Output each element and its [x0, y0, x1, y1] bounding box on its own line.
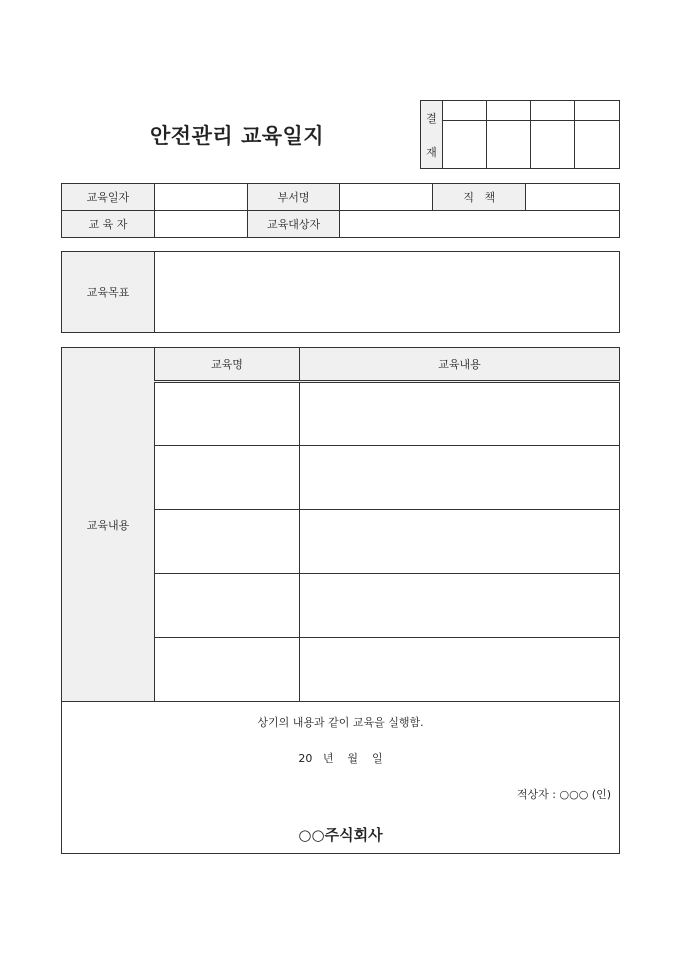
approval-sign-3[interactable]: [531, 121, 575, 169]
row-5-name-field[interactable]: [155, 638, 300, 702]
goal-label: 교육목표: [62, 252, 155, 333]
educator-field[interactable]: [154, 211, 247, 238]
date-field[interactable]: [154, 184, 247, 211]
position-label: 직 책: [433, 184, 526, 211]
info-table: [61, 183, 620, 238]
approval-title-2[interactable]: [487, 101, 531, 121]
educator-label: 교 육 자: [62, 211, 155, 238]
approval-title-4[interactable]: [575, 101, 620, 121]
position-field[interactable]: [526, 184, 620, 211]
approval-sign-4[interactable]: [575, 121, 620, 169]
approval-title-3[interactable]: [531, 101, 575, 121]
col-header-content: 교육내용: [300, 348, 620, 382]
document-title: 안전관리 교육일지: [150, 124, 325, 148]
date-label: 교육일자: [62, 184, 155, 211]
row-3-content-field[interactable]: [300, 510, 620, 574]
content-side-label: 교육내용: [62, 348, 155, 702]
approval-sign-1[interactable]: [443, 121, 487, 169]
approval-box: [420, 100, 620, 169]
approval-title-1[interactable]: [443, 101, 487, 121]
target-label: 교육대상자: [247, 211, 340, 238]
goal-field[interactable]: [155, 252, 620, 333]
dept-field[interactable]: [340, 184, 433, 211]
content-table: [61, 347, 620, 854]
row-1-name-field[interactable]: [155, 382, 300, 446]
approval-label-top: 결: [426, 111, 437, 125]
row-2-name-field[interactable]: [155, 446, 300, 510]
row-5-content-field[interactable]: [300, 638, 620, 702]
footer-writer: 적상자 : ○○○ (인): [516, 788, 611, 801]
col-header-name: 교육명: [155, 348, 300, 382]
company-name: ○○주식회사: [298, 826, 383, 844]
footer-section: [62, 702, 620, 854]
footer-statement: 상기의 내용과 같이 교육을 실행함.: [257, 716, 424, 729]
row-1-content-field[interactable]: [300, 382, 620, 446]
approval-label-bottom: 재: [426, 145, 437, 159]
footer-date-line: 20 년 월 일: [298, 752, 383, 765]
goal-table: [61, 251, 620, 333]
target-field[interactable]: [340, 211, 620, 238]
dept-label: 부서명: [247, 184, 340, 211]
row-4-content-field[interactable]: [300, 574, 620, 638]
row-4-name-field[interactable]: [155, 574, 300, 638]
row-3-name-field[interactable]: [155, 510, 300, 574]
row-2-content-field[interactable]: [300, 446, 620, 510]
approval-sign-2[interactable]: [487, 121, 531, 169]
approval-label-cell: [421, 101, 443, 169]
